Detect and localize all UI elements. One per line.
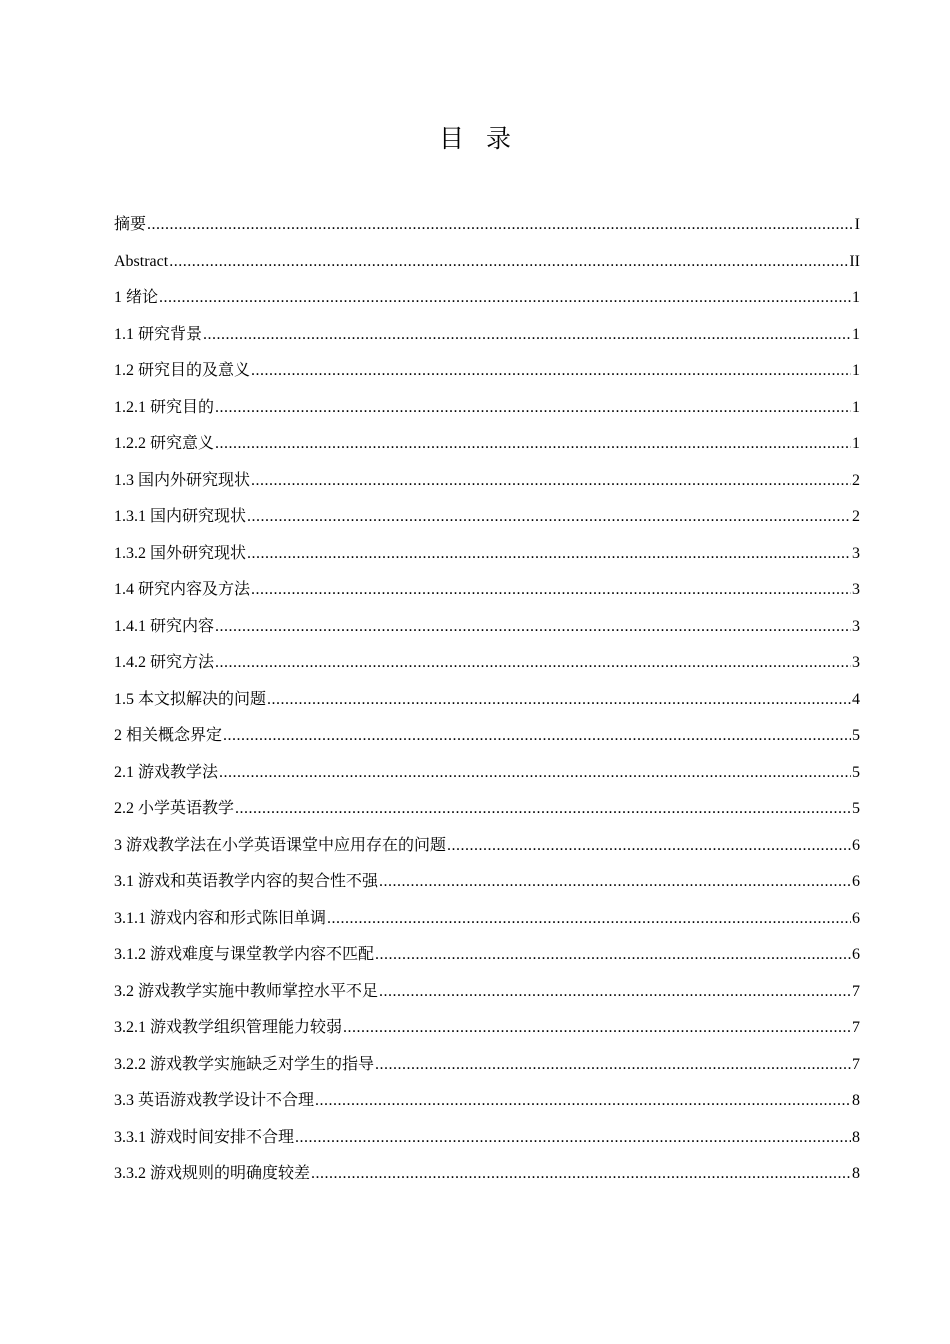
toc-entry-text: 3.2 游戏教学实施中教师掌控水平不足 [114,982,379,1000]
toc-dot-leader [379,867,851,897]
toc-page-number: 1 [852,325,860,343]
toc-dot-leader [247,502,851,532]
toc-page-number: II [849,252,860,270]
toc-page-number: 8 [852,1128,860,1146]
toc-entry[interactable] [114,502,860,539]
toc-entry[interactable] [114,685,860,722]
toc-page-number: 3 [852,654,860,671]
toc-dot-leader [215,393,851,423]
toc-dot-leader [343,1013,851,1043]
toc-entry[interactable] [114,831,860,868]
toc-entry[interactable] [114,1123,860,1160]
toc-entry[interactable] [114,721,860,758]
toc-entry[interactable] [114,758,860,795]
toc-dot-leader [223,721,851,751]
toc-entry-text: 1.3 国内外研究现状 [114,471,251,489]
toc-entry-text: 1.2.2 研究意义 [114,435,215,452]
toc-entry[interactable] [114,283,860,320]
toc-dot-leader [247,539,851,569]
toc-page-number: 3 [852,544,860,562]
toc-dot-leader [315,1086,851,1116]
toc-page-number: 8 [852,1092,860,1109]
toc-entry[interactable] [114,867,860,904]
toc-dot-leader [203,320,851,350]
toc-dot-leader [169,247,848,277]
toc-entry-text: 1.2.1 研究目的 [114,398,215,416]
toc-entry-text: 1.4.1 研究内容 [114,617,215,635]
toc-dot-leader [147,210,854,240]
toc-dot-leader [251,575,851,605]
toc-entry-text: 2.2 小学英语教学 [114,800,235,817]
toc-entry-text: 3.1.2 游戏难度与课堂教学内容不匹配 [114,946,375,963]
toc-dot-leader [375,1050,851,1080]
toc-entry-text: 3.3 英语游戏教学设计不合理 [114,1092,315,1109]
toc-dot-leader [311,1159,851,1189]
toc-entry-text: 2.1 游戏教学法 [114,763,219,781]
toc-entry-text: 3 游戏教学法在小学英语课堂中应用存在的问题 [114,836,447,854]
toc-entry[interactable] [114,977,860,1014]
toc-page-number: 1 [852,362,860,379]
toc-page-number: 3 [852,581,860,598]
toc-page-number: I [854,216,860,233]
toc-entry[interactable] [114,1050,860,1087]
toc-entry[interactable] [114,320,860,357]
toc-entry-text: 摘要 [114,216,147,233]
toc-entry[interactable] [114,794,860,831]
toc-page-number: 3 [852,617,860,635]
toc-entry-text: 1.2 研究目的及意义 [114,362,251,379]
toc-entry-text: 1.4 研究内容及方法 [114,581,251,598]
toc-list [114,210,860,1196]
toc-page-number: 5 [852,763,860,781]
toc-entry[interactable] [114,612,860,649]
toc-page-number: 7 [852,1055,860,1073]
toc-entry-text: 1.4.2 研究方法 [114,654,215,671]
toc-entry-text: 1.5 本文拟解决的问题 [114,690,267,708]
toc-page-number: 7 [852,982,860,1000]
toc-dot-leader [251,466,851,496]
toc-entry[interactable] [114,539,860,576]
toc-entry-text: 2 相关概念界定 [114,727,223,744]
toc-page-number: 6 [852,836,860,854]
toc-entry-text: 1 绪论 [114,289,159,306]
toc-dot-leader [379,977,851,1007]
toc-entry-text: 3.3.1 游戏时间安排不合理 [114,1128,295,1146]
toc-entry[interactable] [114,575,860,612]
toc-page-number: 1 [852,435,860,452]
toc-entry-text: 1.3.1 国内研究现状 [114,508,247,525]
toc-page-number: 8 [852,1165,860,1182]
toc-entry[interactable] [114,247,860,284]
toc-entry-text: 3.3.2 游戏规则的明确度较差 [114,1165,311,1182]
toc-page-number: 1 [852,289,860,306]
toc-entry-text: 3.2.1 游戏教学组织管理能力较弱 [114,1019,343,1036]
toc-page-number: 6 [852,873,860,890]
toc-dot-leader [219,758,851,788]
toc-entry[interactable] [114,1013,860,1050]
toc-entry-text: Abstract [114,252,169,270]
toc-page-number: 7 [852,1019,860,1036]
toc-entry[interactable] [114,356,860,393]
toc-page-number: 1 [852,398,860,416]
toc-page-number: 2 [852,508,860,525]
toc-entry[interactable] [114,466,860,503]
toc-dot-leader [159,283,851,313]
toc-dot-leader [327,904,851,934]
toc-entry-text: 1.1 研究背景 [114,325,203,343]
toc-page-number: 6 [852,946,860,963]
toc-title: 目录 [438,124,533,153]
toc-entry-text: 1.3.2 国外研究现状 [114,544,247,562]
toc-entry[interactable] [114,1086,860,1123]
toc-dot-leader [447,831,851,861]
toc-entry-text: 3.1 游戏和英语教学内容的契合性不强 [114,873,379,890]
toc-dot-leader [215,612,851,642]
toc-entry[interactable] [114,1159,860,1196]
toc-entry-text: 3.2.2 游戏教学实施缺乏对学生的指导 [114,1055,375,1073]
toc-dot-leader [215,429,851,459]
toc-page-number: 6 [852,909,860,927]
toc-dot-leader [215,648,851,678]
toc-dot-leader [251,356,851,386]
toc-entry[interactable] [114,648,860,685]
toc-dot-leader [375,940,851,970]
toc-page-number: 5 [852,727,860,744]
toc-entry[interactable] [114,429,860,466]
toc-dot-leader [267,685,851,715]
toc-entry[interactable] [114,210,860,247]
toc-page-number: 5 [852,800,860,817]
toc-entry[interactable] [114,393,860,430]
toc-entry-text: 3.1.1 游戏内容和形式陈旧单调 [114,909,327,927]
toc-page-number: 4 [852,690,860,708]
toc-page-number: 2 [852,471,860,489]
toc-dot-leader [295,1123,851,1153]
toc-entry[interactable] [114,940,860,977]
toc-dot-leader [235,794,851,824]
toc-entry[interactable] [114,904,860,941]
